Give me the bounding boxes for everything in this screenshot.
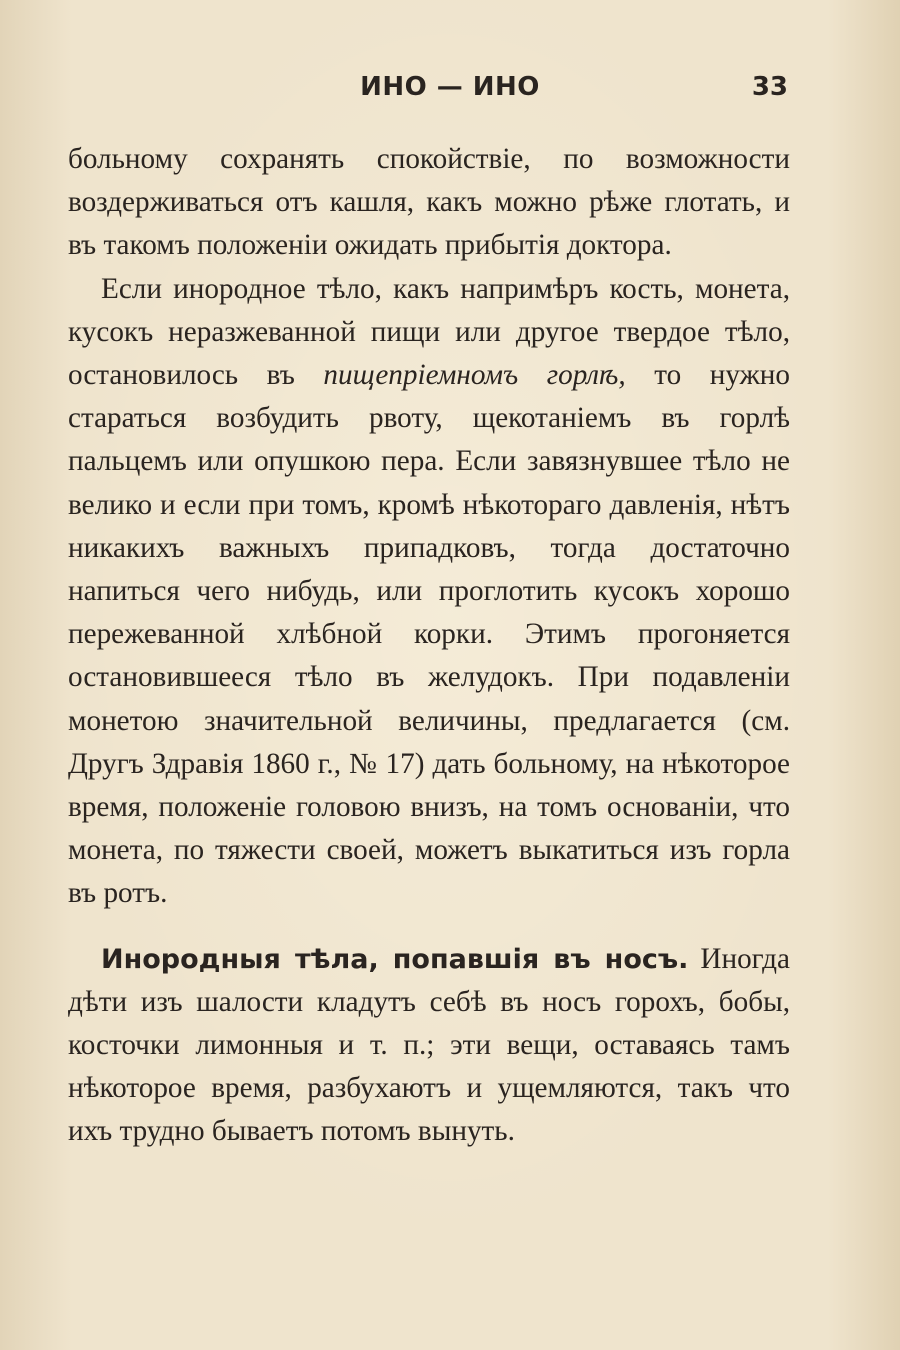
paragraph-1-text: больному сохранять спокойствіе, по возможности воздерживаться отъ кашля, какъ можно рѣже глотать, и въ такомъ положеніи ожидать прибытія доктора. <box>68 143 790 262</box>
paragraph-2-italic-term: пищепріемномъ горлѣ, <box>323 359 626 392</box>
paragraph-3-text: Иногда дѣти изъ шалости кладутъ себѣ въ носъ горохъ, бобы, косточки лимонныя и т. п.; эти вещи, оставаясь тамъ нѣкоторое время, разбухаютъ и ущемляются, такъ что ихъ трудно бываетъ потомъ вынуть. <box>68 942 790 1148</box>
paragraph-3 <box>68 938 790 1154</box>
page-header <box>0 72 900 112</box>
paragraph-2-text-end: то нужно стараться возбудить рвоту, щекотаніемъ въ горлѣ пальцемъ или опушкою пера. Если завязнувшее тѣло не велико и если при томъ, кромѣ нѣкотораго давленія, нѣтъ никакихъ важныхъ припадковъ, тогда достаточно напиться чего нибудь, или проглотить кусокъ хорошо пережеванной хлѣбной корки. Этимъ прогоняется остановившееся тѣло въ желудокъ. При подавленіи монетою значительной величины, предлагается (см. Другъ Здравія 1860 г., № 17) дать больному, на нѣкоторое время, положеніе головою внизъ, на томъ основаніи, что монета, по тяжести своей, можетъ выкатиться изъ горла въ ротъ. <box>68 359 790 910</box>
paragraph-2-text-start: Если инородное тѣло, какъ напримѣръ кость, монета, кусокъ неразжеванной пищи или другое твердое тѣло, остановилось въ <box>68 272 790 392</box>
paragraph-1 <box>68 138 790 268</box>
section-heading: Инородныя тѣла, попавшія въ носъ. <box>101 943 689 975</box>
body-text <box>68 138 790 1154</box>
paragraph-2 <box>68 268 790 916</box>
page-number: 33 <box>751 72 788 102</box>
running-head: ИНО — ИНО <box>360 72 540 102</box>
